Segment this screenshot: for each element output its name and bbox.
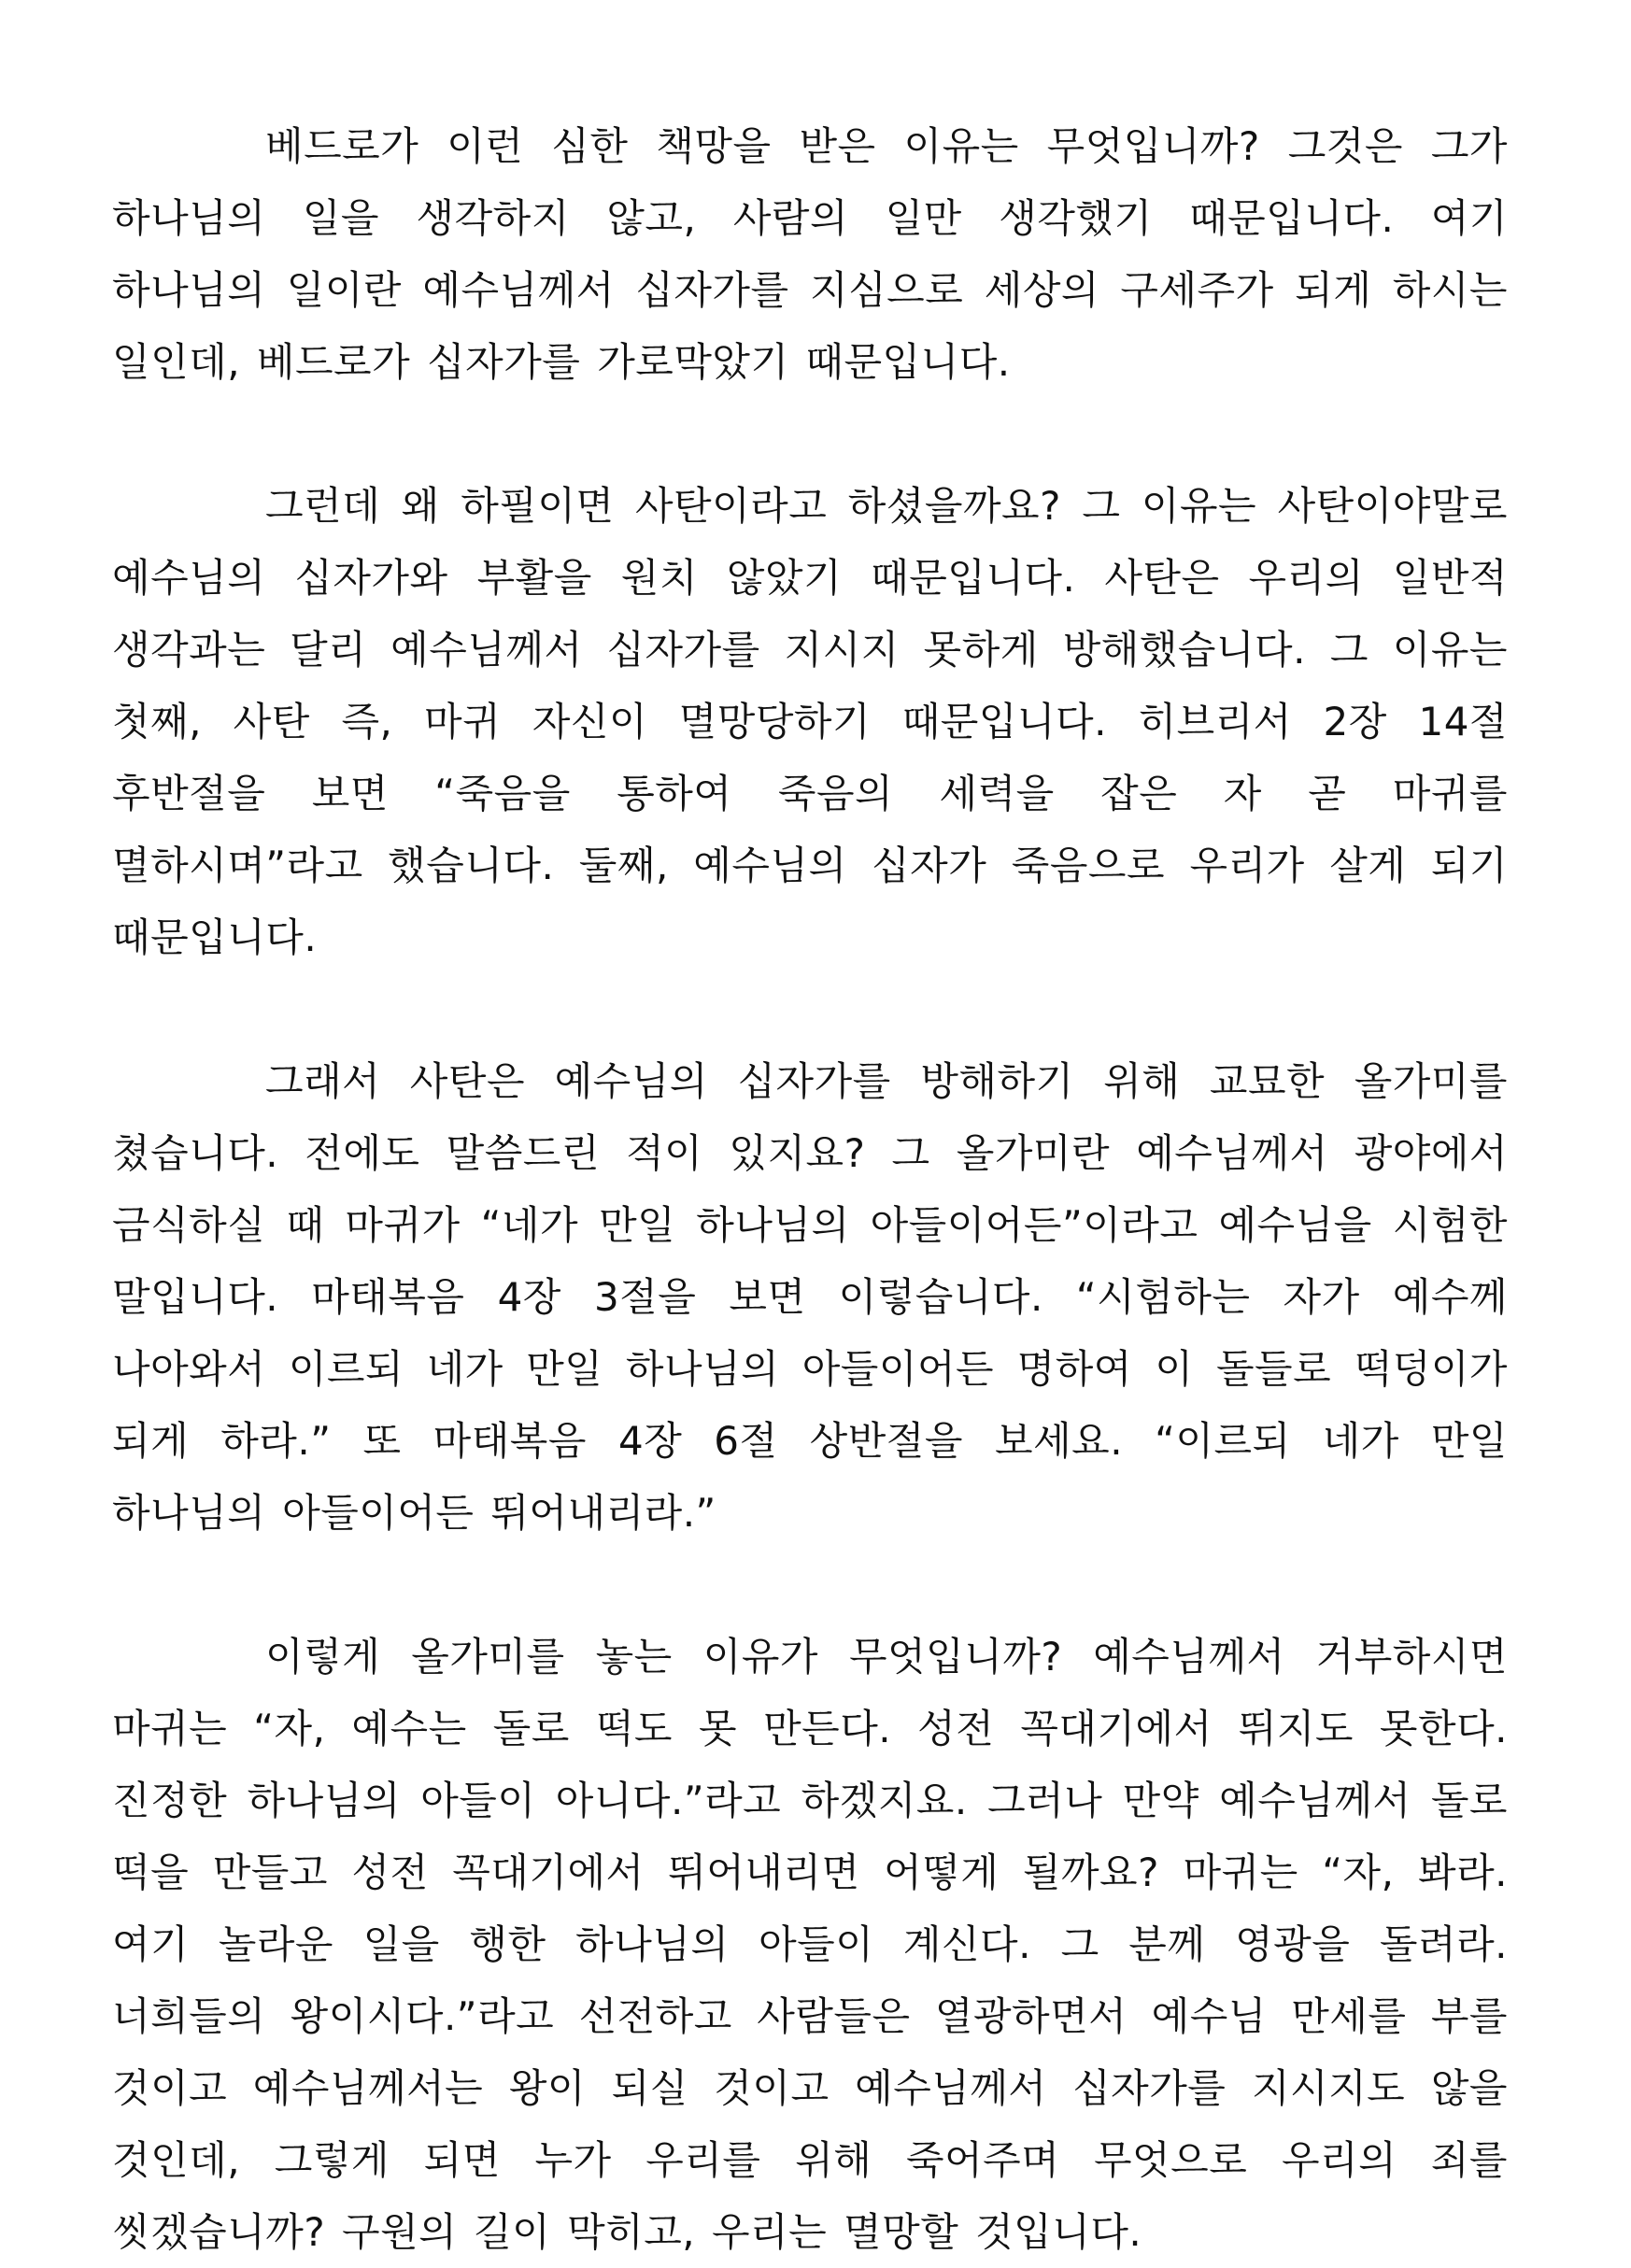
paragraph-2: 그런데 왜 하필이면 사탄이라고 하셨을까요? 그 이유는 사탄이야말로 예수님의 십자가와 부활을 원치 않았기 때문입니다. 사탄은 우리의 일반적 생각과는 달리 예수님께서 십자가를 지시지 못하게 방해했습니다. 그 이유는 첫째, 사탄 즉, 마귀 자신이 멸망당하기 때문입니다. 히브리서 2장 14절 후반절을 보면 “죽음을 통하여 죽음의 세력을 잡은 자 곧 마귀를 멸하시며”라고 했습니다. 둘째, 예수님의 십자가 죽음으로 우리가 살게 되기 때문입니다. [112, 483, 1508, 960]
paragraph-1: 베드로가 이런 심한 책망을 받은 이유는 무엇입니까? 그것은 그가 하나님의 일을 생각하지 않고, 사람의 일만 생각했기 때문입니다. 여기 하나님의 일이란 예수님께서 십자가를 지심으로 세상의 구세주가 되게 하시는 일인데, 베드로가 십자가를 가로막았기 때문입니다. [112, 123, 1508, 385]
paragraph-3: 그래서 사탄은 예수님의 십자가를 방해하기 위해 교묘한 올가미를 쳤습니다. 전에도 말씀드린 적이 있지요? 그 올가미란 예수님께서 광야에서 금식하실 때 마귀가 “네가 만일 하나님의 아들이어든”이라고 예수님을 시험한 말입니다. 마태복음 4장 3절을 보면 이렇습니다. “시험하는 자가 예수께 나아와서 이르되 네가 만일 하나님의 아들이어든 명하여 이 돌들로 떡덩이가 되게 하라.” 또 마태복음 4장 6절 상반절을 보세요. “이르되 네가 만일 하나님의 아들이어든 뛰어내리라.” [112, 1058, 1508, 1536]
document-page [112, 110, 1508, 2268]
paragraph-4: 이렇게 올가미를 놓는 이유가 무엇입니까? 예수님께서 거부하시면 마귀는 “자, 예수는 돌로 떡도 못 만든다. 성전 꼭대기에서 뛰지도 못한다. 진정한 하나님의 아들이 아니다.”라고 하겠지요. 그러나 만약 예수님께서 돌로 떡을 만들고 성전 꼭대기에서 뛰어내리면 어떻게 될까요? 마귀는 “자, 봐라. 여기 놀라운 일을 행한 하나님의 아들이 계신다. 그 분께 영광을 돌려라. 너희들의 왕이시다.”라고 선전하고 사람들은 열광하면서 예수님 만세를 부를 것이고 예수님께서는 왕이 되실 것이고 예수님께서 십자가를 지시지도 않을 것인데, 그렇게 되면 누가 우리를 위해 죽어주며 무엇으로 우리의 죄를 씻겠습니까? 구원의 길이 막히고, 우리는 멸망할 것입니다. [112, 1634, 1508, 2255]
